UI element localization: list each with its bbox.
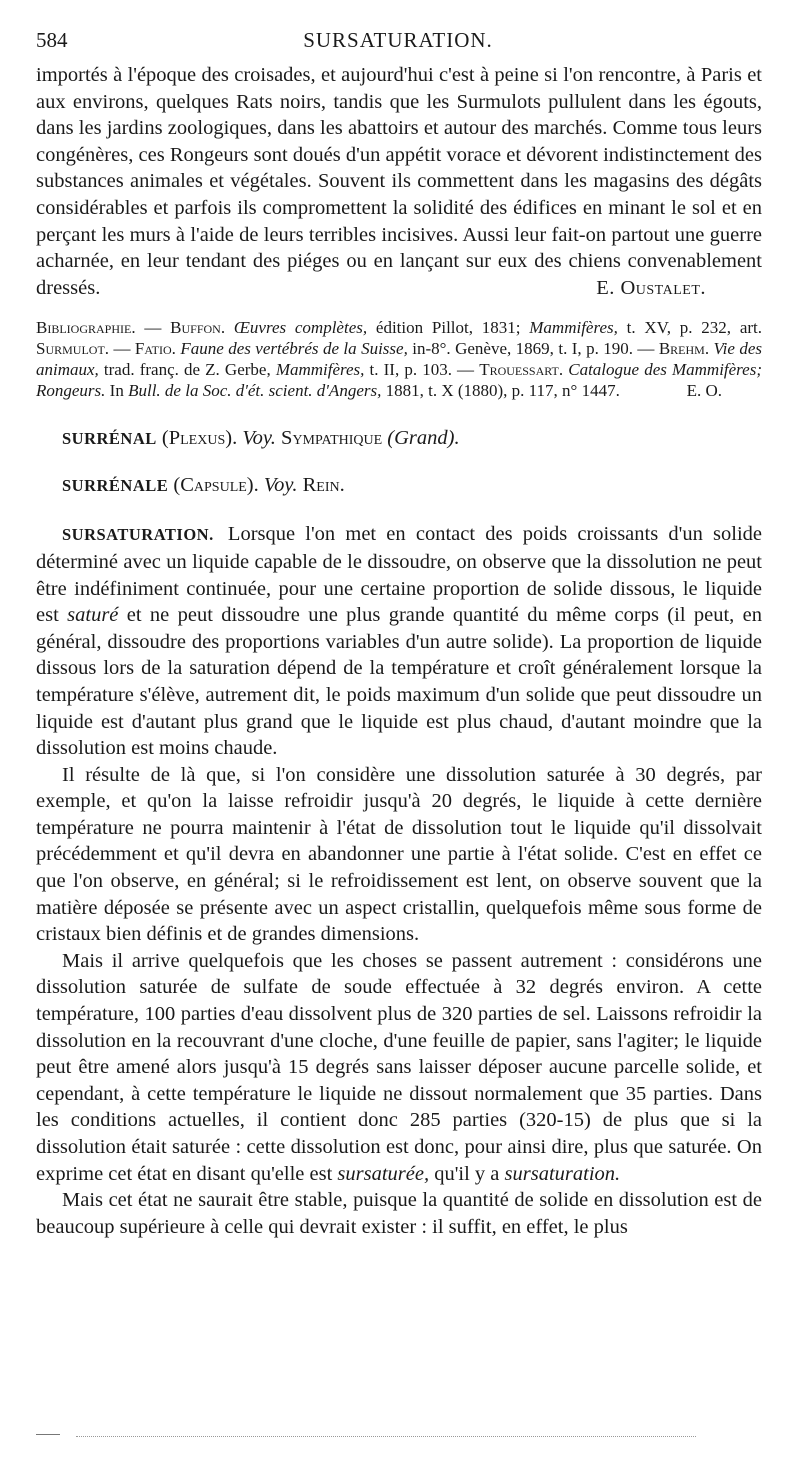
bibliography-label: Bibliographie. (36, 318, 136, 338)
page-header (36, 28, 760, 58)
article-paragraph: SURSATURATION. Lorsque l'on met en contact des poids croissants d'un solide déterminé avec un liquide capable de le dissoudre, on observe que la dissolution ne peut être indéfiniment continuée, pour une certaine proportion de solide dissous, le liquide est saturé et ne peut dissoudre une plus grande quantité du même corps (il peut, en général, dissoudre des proportions variables d'un autre solide). La proportion de liquide dissous lors de la saturation dépend de la température et croît généralement lorsque la température s'élève, autrement dit, le poids maximum d'un solide que peut dissoudre un liquide est d'autant plus grand que le liquide est plus chaud, d'autant moindre que la dissolution est moins chaude. (36, 523, 763, 760)
bibliography-initials: E. O. (686, 381, 722, 401)
article-headword: SURSATURATION. (62, 525, 214, 545)
cross-reference-entry: SURRÉNAL (Plexus). Voy. Sympathique (Grand). (62, 427, 460, 450)
article-paragraph: Mais cet état ne saurait être stable, puisque la quantité de solide en dissolution est de beaucoup supérieure à celle qui devrait exister : il suffit, en effet, le plus (36, 1189, 762, 1238)
entry-headword: SURRÉNALE (62, 476, 169, 496)
article-paragraph: Mais il arrive quelquefois que les choses se passent autrement : considérons une dissolution saturée de sulfate de soude effectuée à 32 degrés environ. A cette température, 100 parties d'eau dissolvent plus de 320 parties de sel. Laissons refroidir la dissolution en la recouvrant d'une cloche, d'une feuille de papier, sans l'agiter; le liquide peut être amené alors jusqu'à 15 degrés sans laisser déposer aucune parcelle solide, et cependant, à cette température le liquide ne dissout normalement que 35 parties. Dans les conditions actuelles, il contient donc 285 parties (320-15) de plus que si la dissolution était saturée : cette dissolution est donc, pour ainsi dire, plus que saturée. On exprime cet état en disant qu'elle est sursaturée, qu'il y a sursaturation. (36, 949, 762, 1185)
article-sursaturation (36, 521, 762, 1240)
page-number: 584 (36, 28, 68, 52)
bibliography: Bibliographie. — Buffon. Œuvres complètes, édition Pillot, 1831; Mammifères, t. XV, p. 232, art. Surmulot. — Fatio. Faune des vertébrés de la Suisse, in-8°. Genève, 1869, t. I, p. 190. — Brehm. Vie des animaux, trad. franç. de Z. Gerbe, Mammifères, t. II, p. 103. — Trouessart. Catalogue des Mammifères; Rongeurs. In Bull. de la Soc. d'ét. scient. d'Angers, 1881, t. X (1880), p. 117, n° 1447. E. O. (36, 318, 763, 401)
scan-mark (76, 1436, 696, 1438)
article-paragraph: Il résulte de là que, si l'on considère une dissolution saturée à 30 degrés, par exemple, et qu'on la laisse refroidir jusqu'à 20 degrés, le liquide à cette dernière température ne pourra maintenir à l'état de dissolution tout le liquide qu'il dissolvait précédemment et qu'il devra en abandonner une partie à l'état solide. C'est en effet ce que l'on observe, en général; si le refroidissement est lent, on observe souvent que la matière déposée se présente avec un aspect cristallin, quelquefois même sous forme de cristaux bien définis et de grandes dimensions. (36, 763, 762, 946)
running-title: SURSATURATION. (303, 28, 493, 52)
previous-article-text: importés à l'époque des croisades, et aujourd'hui c'est à peine si l'on rencontre, à Paris et aux environs, quelques Rats noirs, tandis que les Surmulots pullulent dans les égouts, dans les jardins zoologiques, dans les abattoirs et autour des marchés. Comme tous leurs congénères, ces Rongeurs sont doués d'un appétit vorace et dévorent indistinctement des substances animales et végétales. Souvent ils commettent dans les magasins des dégâts considérables et parfois ils compromettent la solidité des édifices en minant le sol et en perçant les murs à l'aide de leurs terribles incisives. Aussi leur fait-on partout une guerre acharnée, en leur tendant des piéges ou en lançant sur eux des chiens convenablement dressés. E. Oustalet. (36, 62, 762, 301)
cross-reference-target: Rein. (302, 474, 345, 497)
entry-headword: SURRÉNAL (62, 429, 157, 449)
scan-artifact-marks (36, 1432, 336, 1440)
scan-mark (36, 1434, 60, 1435)
page-body (36, 62, 762, 1240)
author-signature: E. Oustalet. (596, 276, 706, 299)
cross-reference-target: Sympathique (281, 427, 383, 450)
cross-reference-entry: SURRÉNALE (Capsule). Voy. Rein. (62, 474, 345, 497)
